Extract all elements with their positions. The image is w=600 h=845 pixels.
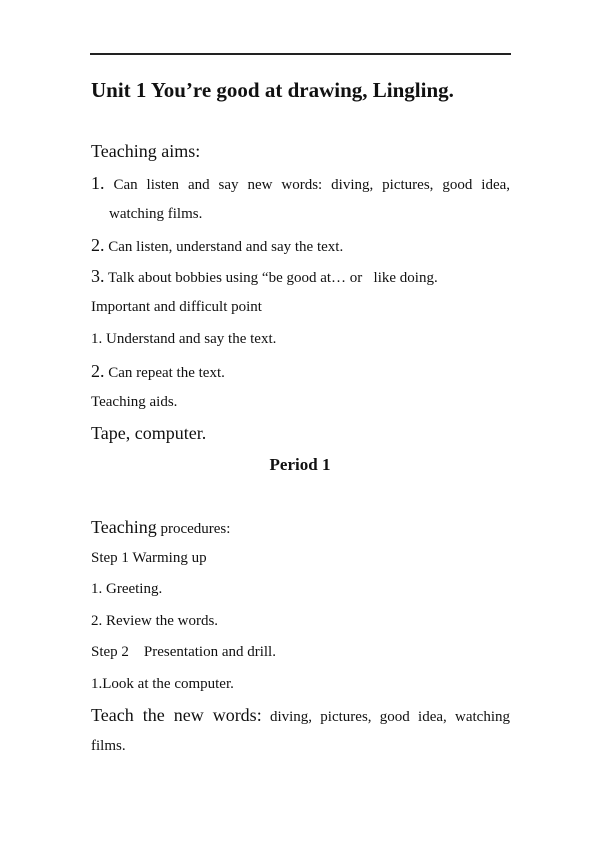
aim-item-2	[91, 235, 343, 257]
teach-new-words-line	[91, 705, 510, 727]
point-text: Understand and say the text.	[106, 331, 277, 347]
step-1-heading: Step 1 Warming up	[91, 550, 207, 566]
aim-number: 2.	[91, 235, 105, 255]
header-rule	[90, 53, 511, 55]
teach-new-words-lead: Teach the new words:	[91, 705, 262, 725]
aim-text: Can listen and say new words: diving, pictures, good idea,	[113, 177, 511, 193]
point-text: Can repeat the text.	[108, 365, 225, 381]
teach-new-words-list: diving, pictures, good idea, watching	[269, 709, 511, 725]
point-item-1	[91, 329, 276, 349]
document-title: Unit 1 You’re good at drawing, Lingling.	[91, 78, 454, 102]
point-number: 1.	[91, 331, 103, 347]
teaching-aims-heading: Teaching aims:	[91, 141, 201, 161]
aim-number: 3.	[91, 266, 105, 286]
teaching-aids-heading: Teaching aids.	[91, 394, 178, 410]
procedures-word: Teaching	[91, 517, 157, 537]
step-1-item-1: 1. Greeting.	[91, 581, 163, 597]
aim-text: Can listen, understand and say the text.	[108, 239, 344, 255]
aim-number: 1.	[91, 173, 105, 193]
important-points-heading: Important and difficult point	[91, 299, 262, 315]
procedures-rest: procedures:	[160, 521, 231, 537]
period-heading: Period 1	[269, 455, 331, 474]
step-1-item-2: 2. Review the words.	[91, 613, 219, 629]
point-number: 2.	[91, 361, 105, 381]
teach-new-words-continuation: films.	[91, 738, 126, 754]
aim-item-1-continuation: watching films.	[109, 206, 203, 222]
point-item-2	[91, 361, 225, 383]
step-2-heading: Step 2 Presentation and drill.	[91, 644, 276, 660]
aim-item-3	[91, 266, 438, 288]
aim-item-1	[91, 173, 510, 195]
procedures-heading	[91, 517, 230, 539]
aim-text: Talk about bobbies using “be good at… or like doing.	[107, 270, 438, 286]
teaching-aids-text: Tape, computer.	[91, 423, 207, 443]
step-2-item-1: 1.Look at the computer.	[91, 676, 234, 692]
